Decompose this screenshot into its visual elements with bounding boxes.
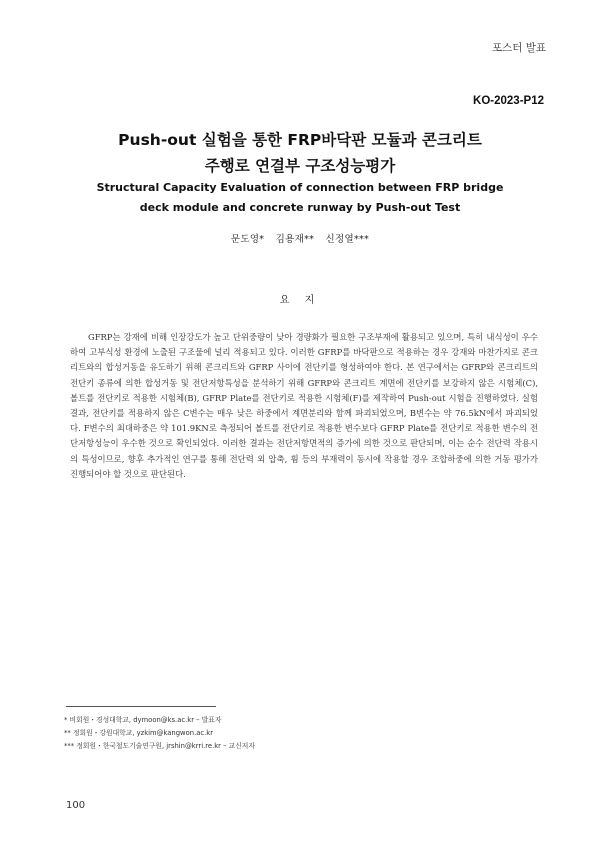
section-label: 포스터 발표 [491, 42, 546, 54]
author-2: 김용재** [275, 234, 315, 245]
korean-title-line-1: Push-out 실험을 통한 FRP바닥판 모듈과 콘크리트 [118, 131, 482, 149]
abstract-body: GFRP는 강재에 비해 인장강도가 높고 단위중량이 낮아 경량화가 필요한 구조부재에 활용되고 있으며, 특히 내식성이 우수하여 고부식성 환경에 노출된 구조물에 널리 적용되고 있다. 이러한 GFRP를 바닥판으로 적용하는 경우 강재와 마찬가지로 콘크리트와의 합성거동을 유도하기 위해 콘크리트와 GFRP 사이에 전단키를 형성하여야 한다. 본 연구에서는 GFRP와 콘크리트의 전단키 종류에 의한 합성거동 및 전단저항특성을 분석하기 위해 GFRP와 콘크리트 계면에 전단키를 보강하지 않은 시험체(C), 볼트를 전단키로 적용한 시험체(B), GFRP Plate를 전단키로 적용한 시험체(F)를 제작하여 Push-out 시험을 진행하였다. 실험결과, 전단키를 적용하지 않은 C변수는 매우 낮은 하중에서 계면분리와 함께 파괴되었으며, B변수는 약 76.5kN에서 파괴되었다. F변수의 최대하중은 약 101.9KN로 측정되어 볼트를 전단키로 적용한 변수보다 GFRP Plate를 전단키로 적용한 변수의 전단저항성능이 우수한 것으로 확인되었다. 이러한 결과는 전단저항면적의 증가에 의한 것으로 판단되며, 이는 순수 전단력 작용시의 특성이므로, 향후 추가적인 연구를 통해 전단력 외 압축, 휨 등의 부재력이 동시에 작용할 경우 조합하중에 의한 거동 평가가 진행되어야 할 것으로 판단된다. [70, 332, 538, 479]
footnote-divider [66, 706, 216, 707]
footnotes [64, 714, 534, 753]
korean-title [60, 127, 540, 179]
footnote-1: * 비회원・경성대학교, dymoon@ks.ac.kr – 발표자 [64, 716, 222, 724]
footnote-3: *** 정회원・한국철도기술연구원, jrshin@krri.re.kr – 교신저자 [64, 742, 255, 750]
footnote-2: ** 정회원・강원대학교, yzkim@kangwon.ac.kr [64, 729, 214, 737]
author-3: 신정열*** [325, 234, 370, 245]
english-title-line-2: deck module and concrete runway by Push-out Test [139, 201, 461, 214]
english-title [60, 178, 540, 218]
korean-title-line-2: 주행로 연결부 구조성능평가 [204, 157, 396, 175]
paper-id: KO-2023-P12 [473, 95, 544, 107]
page-number: 100 [66, 800, 86, 811]
author-1: 문도영* [230, 234, 265, 245]
abstract-heading: 요 지 [279, 295, 321, 306]
english-title-line-1: Structural Capacity Evaluation of connection between FRP bridge [96, 181, 504, 194]
author-list [60, 231, 540, 245]
